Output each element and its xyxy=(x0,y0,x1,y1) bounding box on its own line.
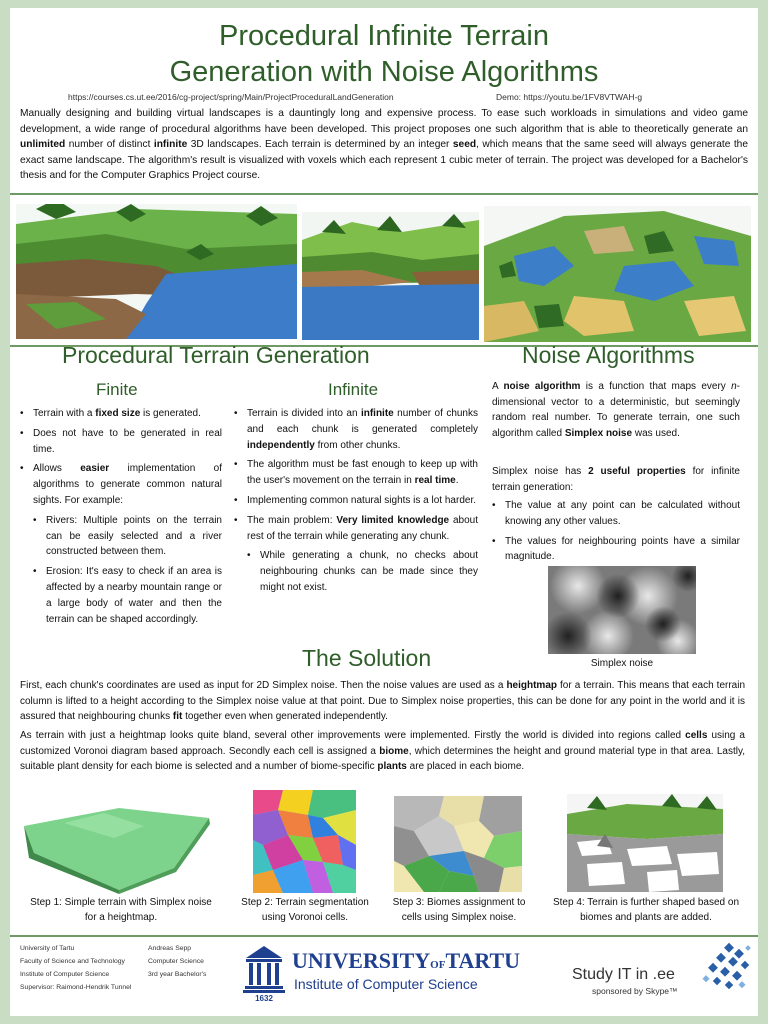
step-4-caption: Step 4: Terrain is further shaped based on biomes and plants are added. xyxy=(552,897,740,923)
university-year: 1632 xyxy=(255,994,273,1003)
list-item: • The algorithm must be fast enough to keep up with the user's movement on the terrain in real time. xyxy=(234,457,478,489)
noise-paragraph-1: A noise algorithm is a function that maps every n-dimensional vector to a deterministic, but seemingly random real number. To generate terrain, one such algorithm called Simplex noise was used. xyxy=(492,381,741,439)
divider-bottom xyxy=(10,935,758,937)
title-line-1: Procedural Infinite Terrain xyxy=(219,20,549,52)
simplex-noise-image xyxy=(548,566,696,654)
divider-top xyxy=(10,193,758,195)
footer-author: Andreas Sepp Computer Science 3rd year Bachelor's xyxy=(148,945,207,978)
list-subitem: • While generating a chunk, no checks about neighbouring chunks can be made since they might not exist. xyxy=(247,548,478,595)
list-item: • Allows easier implementation of algorithms to generate common natural sights. For example: xyxy=(20,461,222,508)
poster-title xyxy=(10,18,758,90)
footer-affiliation: University of Tartu Faculty of Science and Technology Institute of Computer Science Supervisor: Raimond-Hendrik Tunnel xyxy=(20,945,132,991)
list-item: • Implementing common natural sights is a lot harder. xyxy=(234,493,478,509)
list-item: • The values for neighbouring points have a similar magnitude. xyxy=(492,534,740,566)
list-item: • Terrain is divided into an infinite number of chunks and each chunk is generated completely independently from other chunks. xyxy=(234,406,478,453)
finite-heading: Finite xyxy=(96,380,138,399)
solution-heading: The Solution xyxy=(302,645,432,671)
university-name: UNIVERSITYOFTARTU xyxy=(292,948,521,973)
noise-paragraph-2: Simplex noise has 2 useful properties for infinite terrain generation: xyxy=(492,466,740,493)
finite-list xyxy=(20,406,222,631)
list-item: • Does not have to be generated in real time. xyxy=(20,426,222,458)
intro-paragraph: Manually designing and building virtual landscapes is a dauntingly long and expensive process. To ease such workloads in simulations and video game development, a wide range of procedural algorithms have been developed. This project proposes one such algorithm that is able to theoretically generate an unlimited number of distinct infinite 3D landscapes. Each terrain is determined by an integer seed, which means that the same seed will always generate the exact same landscape. The algorithm's result is visualized with voxels which each represent 1 cubic meter of terrain. The project was developed for a Bachelor's thesis and for the Computer Graphics Project course. xyxy=(20,108,748,182)
study-it-logo: Study IT in .ee xyxy=(572,966,675,983)
step-3-image xyxy=(394,796,522,892)
institute-name: Institute of Computer Science xyxy=(294,976,478,992)
terrain-screenshot-1 xyxy=(16,204,297,339)
step-1-caption: Step 1: Simple terrain with Simplex noise for a heightmap. xyxy=(30,897,212,923)
project-link[interactable]: https://courses.cs.ut.ee/2016/cg-project/spring/Main/ProjectProceduralLandGeneration xyxy=(68,92,394,102)
list-item: • The main problem: Very limited knowledge about rest of the terrain while generating any chunk. xyxy=(234,513,478,545)
noise-properties-list xyxy=(492,498,740,569)
sponsor-text: sponsored by Skype™ xyxy=(592,986,678,996)
step-1-image xyxy=(24,798,214,894)
solution-paragraph-1: First, each chunk's coordinates are used as input for 2D Simplex noise. Then the noise values are used as a heightmap for a terrain. This means that each terrain column is lifted to a height according to the Simplex noise value at that point. Due to Simplex noise properties, this can be done for any point in the world and it is assured that neighbouring chunks fit together even when generated independently. xyxy=(20,680,746,723)
dots-logo xyxy=(696,942,752,994)
list-subitem: • Erosion: It's easy to check if an area is affected by a nearby mountain range or a large body of water and then the terrain can be shaped accordingly. xyxy=(33,564,222,627)
demo-link[interactable]: Demo: https://youtu.be/1FV8VTWAH-g xyxy=(496,92,643,102)
step-2-image xyxy=(253,790,356,893)
simplex-noise-caption: Simplex noise xyxy=(590,658,654,669)
poster xyxy=(10,8,758,1016)
step-4-image xyxy=(567,794,723,892)
step-3-caption: Step 3: Biomes assignment to cells using Simplex noise. xyxy=(392,897,526,923)
terrain-screenshot-2 xyxy=(302,212,479,340)
infinite-heading: Infinite xyxy=(328,380,379,399)
list-item: • The value at any point can be calculated without knowing any other values. xyxy=(492,498,740,530)
list-item: • Terrain with a fixed size is generated. xyxy=(20,406,222,422)
solution-paragraph-2: As terrain with just a heightmap looks quite bland, several other improvements were implemented. Firstly the world is divided into regions called cells using a customized Voronoi diagram based approach. Secondly each cell is assigned a biome, which determines the height and ground material type in that area. Lastly, suitable plant density for each biome is selected and a number of biome-specific plants are placed in each biome. xyxy=(20,730,745,773)
infinite-list xyxy=(234,406,478,600)
terrain-screenshot-3 xyxy=(484,206,751,342)
procedural-heading: Procedural Terrain Generation xyxy=(62,342,370,368)
step-2-caption: Step 2: Terrain segmentation using Voronoi cells. xyxy=(241,897,369,923)
noise-heading: Noise Algorithms xyxy=(522,342,695,368)
list-subitem: • Rivers: Multiple points on the terrain can be easily selected and a river constructed between them. xyxy=(33,513,222,560)
title-line-2: Generation with Noise Algorithms xyxy=(169,56,599,88)
